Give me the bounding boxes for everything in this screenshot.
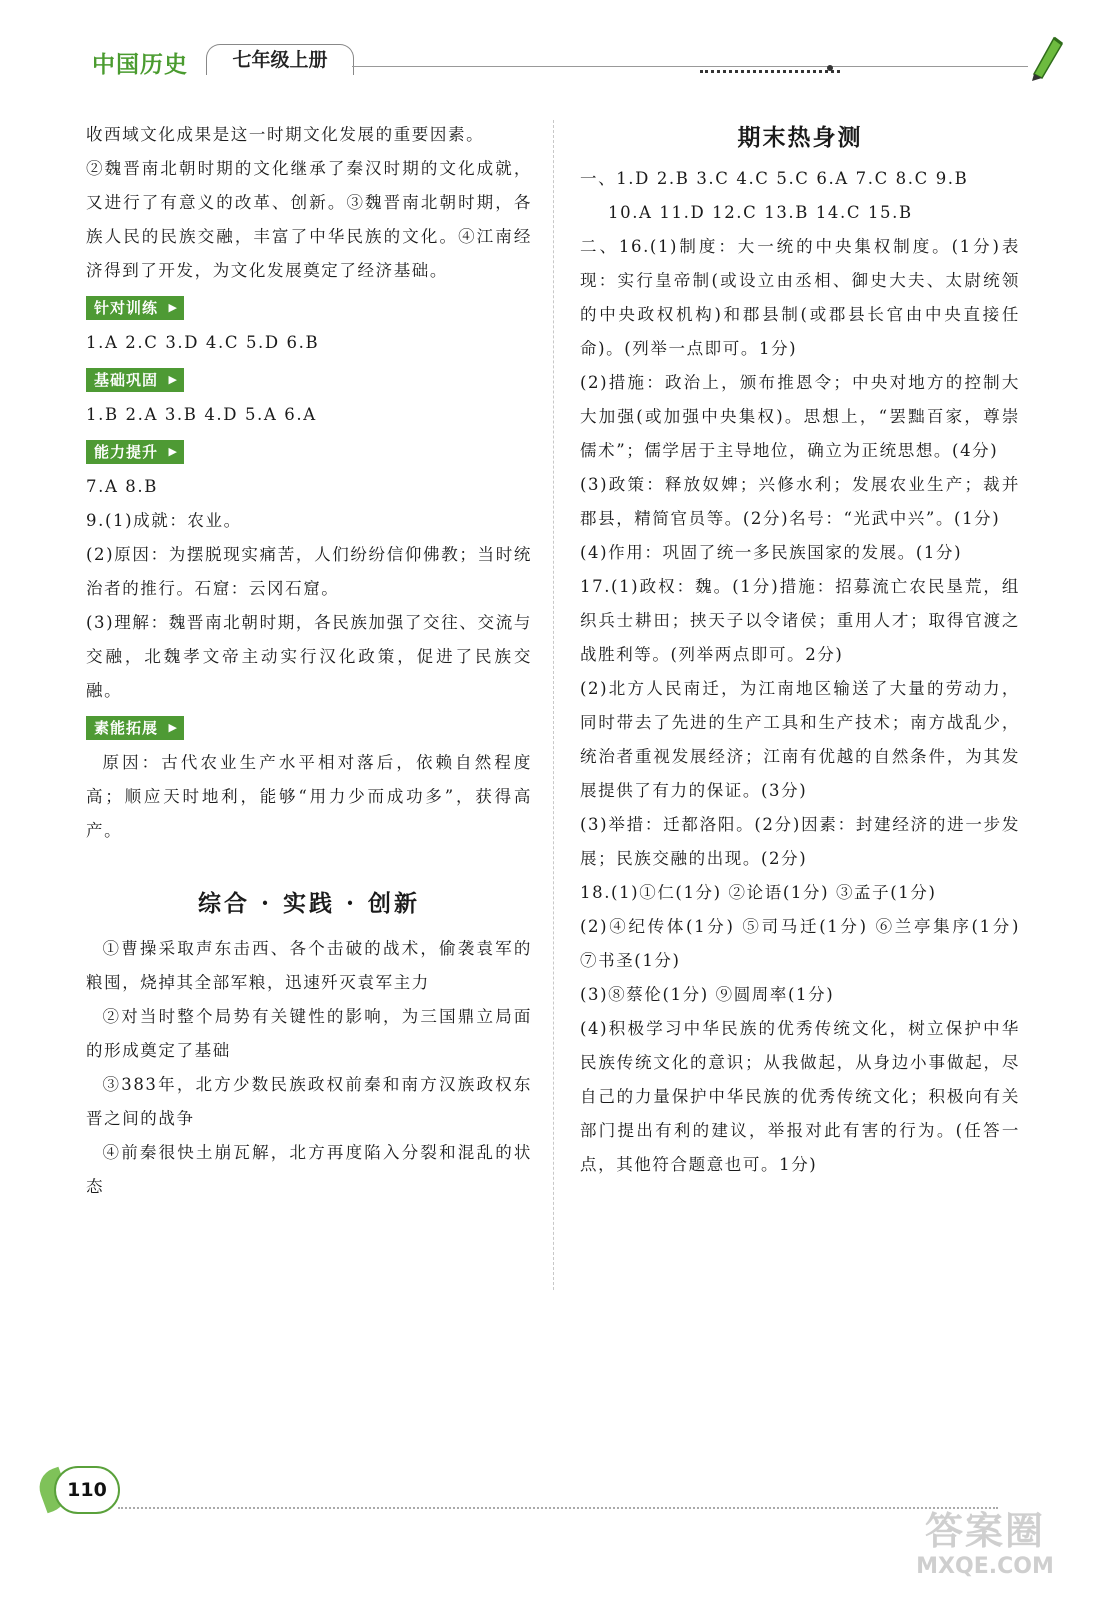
- q18-part3: (3)⑧蔡伦(1分) ⑨圆周率(1分): [580, 985, 835, 1004]
- intro-line-2: ②魏晋南北朝时期的文化继承了秦汉时期的文化成就，又进行了有意义的改革、创新。③魏晋南北朝时期，各族人民的民族交融，丰富了中华民族的文化。④江南经济得到了开发，为文化发展奠定了经济基础。: [86, 159, 532, 280]
- q9-part2: (2)原因：为摆脱现实痛苦，人们纷纷信仰佛教；当时统治者的推行。石窟：云冈石窟。: [86, 545, 532, 598]
- q16-part2: (2)措施：政治上，颁布推恩令；中央对地方的控制大大加强(或加强中央集权)。思想上，“罢黜百家，尊崇儒术”；儒学居于主导地位，确立为正统思想。(4分): [580, 373, 1020, 460]
- intro-line-1: 收西域文化成果是这一时期文化发展的重要因素。: [86, 125, 485, 144]
- tag-literacy-expansion: 素能拓展 ▶: [86, 716, 184, 740]
- mc-answers-row1: 一、1.D 2.B 3.C 4.C 5.C 6.A 7.C 8.C 9.B: [580, 169, 969, 188]
- mc-answers-row2: 10.A 11.D 12.C 13.B 14.C 15.B: [608, 203, 913, 222]
- column-divider: [553, 120, 554, 1290]
- practice-item-2: ②对当时整个局势有关键性的影响，为三国鼎立局面的形成奠定了基础: [86, 1007, 532, 1060]
- q17-part1: 17.(1)政权：魏。(1分)措施：招募流亡农民垦荒，组织兵士耕田；挟天子以令诸侯；重用人才；取得官渡之战胜利等。(列举两点即可。2分): [580, 577, 1020, 664]
- header-dots: [700, 70, 840, 73]
- q17-part3: (3)举措：迁都洛阳。(2分)因素：封建经济的进一步发展；民族交融的出现。(2分): [580, 815, 1020, 868]
- answers-ability: 7.A 8.B: [86, 477, 158, 496]
- watermark-text: 答案圈: [924, 1509, 1045, 1553]
- pen-icon: [1026, 32, 1066, 82]
- q16-part1: 二、16.(1)制度：大一统的中央集权制度。(1分)表现：实行皇帝制(或设立由丞相、御史大夫、太尉统领的中央政权机构)和郡县制(或郡县长官由中央直接任命)。(列举一点即可。1分): [580, 237, 1020, 358]
- q18-part2: (2)④纪传体(1分) ⑤司马迁(1分) ⑥兰亭集序(1分) ⑦书圣(1分): [580, 917, 1020, 970]
- practice-item-4: ④前秦很快土崩瓦解，北方再度陷入分裂和混乱的状态: [86, 1143, 532, 1196]
- watermark-url: MXQE.COM: [916, 1554, 1054, 1579]
- q16-part4: (4)作用：巩固了统一多民族国家的发展。(1分): [580, 543, 963, 562]
- practice-item-1: ①曹操采取声东击西、各个击破的战术，偷袭袁军的粮囤，烧掉其全部军粮，迅速歼灭袁军主力: [86, 939, 532, 992]
- q9-part1: 9.(1)成就：农业。: [86, 511, 242, 530]
- q18-part1: 18.(1)①仁(1分) ②论语(1分) ③孟子(1分): [580, 883, 937, 902]
- q18-part4: (4)积极学习中华民族的优秀传统文化，树立保护中华民族传统文化的意识；从我做起，从身边小事做起，尽自己的力量保护中华民族的优秀传统文化；积极向有关部门提出有利的建议，举报对此有害的行为。(任答一点，其他符合题意也可。1分): [580, 1019, 1020, 1174]
- tag-targeted-training: 针对训练 ▶: [86, 296, 184, 320]
- subject-title: 中国历史: [92, 52, 188, 78]
- tag-basic-consolidation: 基础巩固 ▶: [86, 368, 184, 392]
- watermark: [910, 1508, 1060, 1586]
- answers-basic: 1.B 2.A 3.B 4.D 5.A 6.A: [86, 405, 317, 424]
- tag-ability-improvement: 能力提升 ▶: [86, 440, 184, 464]
- header-dot-end: [827, 65, 833, 71]
- q16-part3: (3)政策：释放奴婢；兴修水利；发展农业生产；裁并郡县，精简官员等。(2分)名号：“光武中兴”。(1分): [580, 475, 1020, 528]
- left-column: [86, 118, 532, 1204]
- section-title-final: 期末热身测: [737, 124, 863, 151]
- page-header: [0, 0, 1093, 90]
- answers-targeted: 1.A 2.C 3.D 4.C 5.D 6.B: [86, 333, 320, 352]
- right-column: [580, 118, 1020, 1182]
- grade-tab: 七年级上册: [206, 44, 354, 75]
- page-number: 110: [54, 1466, 120, 1514]
- header-rule: [352, 66, 1028, 67]
- practice-item-3: ③383年，北方少数民族政权前秦和南方汉族政权东晋之间的战争: [86, 1075, 532, 1128]
- q17-part2: (2)北方人民南迁，为江南地区输送了大量的劳动力，同时带去了先进的生产工具和生产技术；南方战乱少，统治者重视发展经济；江南有优越的自然条件，为其发展提供了有力的保证。(3分): [580, 679, 1020, 800]
- q9-part3: (3)理解：魏晋南北朝时期，各民族加强了交往、交流与交融，北魏孝文帝主动实行汉化政策，促进了民族交融。: [86, 613, 532, 700]
- footer-rule: [118, 1507, 998, 1509]
- expand-answer: 原因：古代农业生产水平相对落后，依赖自然程度高；顺应天时地利，能够“用力少而成功多”，获得高产。: [86, 753, 532, 840]
- section-title-practice: 综合 · 实践 · 创新: [197, 890, 421, 917]
